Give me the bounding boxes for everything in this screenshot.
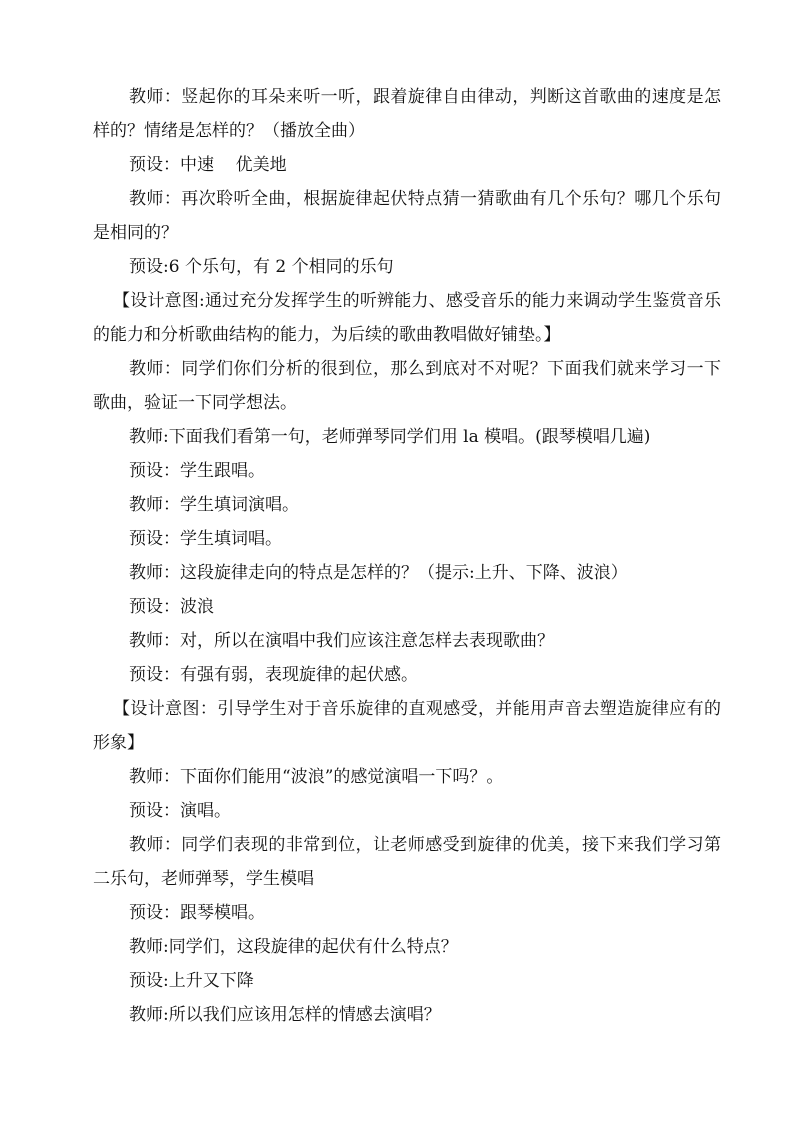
paragraph-preset-follow-sing: 预设：学生跟唱。 [129,461,265,481]
paragraph-teacher-verify: 教师：同学们你们分析的很到位，那么到底对不对呢？下面我们就来学习一下歌曲，验证一下同学想法。 [93,359,721,413]
paragraph-preset-wave: 预设：波浪 [129,597,214,617]
paragraph-preset-piano-sing: 预设：跟琴模唱。 [129,903,265,923]
paragraph-design-intent-1: 【设计意图:通过充分发挥学生的听辨能力、感受音乐的能力来调动学生鉴赏音乐的能力和分析歌曲结构的能力，为后续的歌曲教唱做好铺垫。】 [93,291,721,345]
paragraph-preset-lyrics: 预设：学生填词唱。 [129,529,282,549]
paragraph-teacher-melody-direction: 教师：这段旋律走向的特点是怎样的？（提示:上升、下降、波浪） [129,563,628,583]
paragraph-preset-rise-fall: 预设:上升又下降 [129,971,254,991]
paragraph-teacher-emotion: 教师:所以我们应该用怎样的情感去演唱？ [129,1005,441,1025]
paragraph-teacher-phrase-question: 教师：再次聆听全曲，根据旋律起伏特点猜一猜歌曲有几个乐句？哪几个乐句是相同的？ [93,189,721,243]
paragraph-teacher-lyrics: 教师：学生填词演唱。 [129,495,299,515]
paragraph-design-intent-2: 【设计意图：引导学生对于音乐旋律的直观感受，并能用声音去塑造旋律应有的形象】 [93,699,721,753]
paragraph-teacher-wave-sing: 教师：下面你们能用“波浪”的感觉演唱一下吗？。 [129,767,504,787]
document-body [93,80,721,1032]
paragraph-teacher-second-phrase: 教师：同学们表现的非常到位，让老师感受到旋律的优美，接下来我们学习第二乐句，老师弹琴，学生模唱 [93,835,721,889]
paragraph-preset-speed: 预设：中速 优美地 [129,155,287,175]
paragraph-teacher-express: 教师：对，所以在演唱中我们应该注意怎样去表现歌曲？ [129,631,554,651]
paragraph-preset-dynamics: 预设：有强有弱，表现旋律的起伏感。 [129,665,418,685]
paragraph-preset-phrases: 预设:6 个乐句，有 2 个相同的乐句 [129,257,394,277]
paragraph-teacher-rise-fall: 教师:同学们，这段旋律的起伏有什么特点？ [129,937,458,957]
paragraph-teacher-speed-question: 教师：竖起你的耳朵来听一听，跟着旋律自由律动，判断这首歌曲的速度是怎样的？情绪是怎样的？（播放全曲） [93,87,721,141]
paragraph-preset-sing: 预设：演唱。 [129,801,231,821]
paragraph-teacher-first-phrase: 教师:下面我们看第一句，老师弹琴同学们用 la 模唱。(跟琴模唱几遍) [129,427,651,447]
